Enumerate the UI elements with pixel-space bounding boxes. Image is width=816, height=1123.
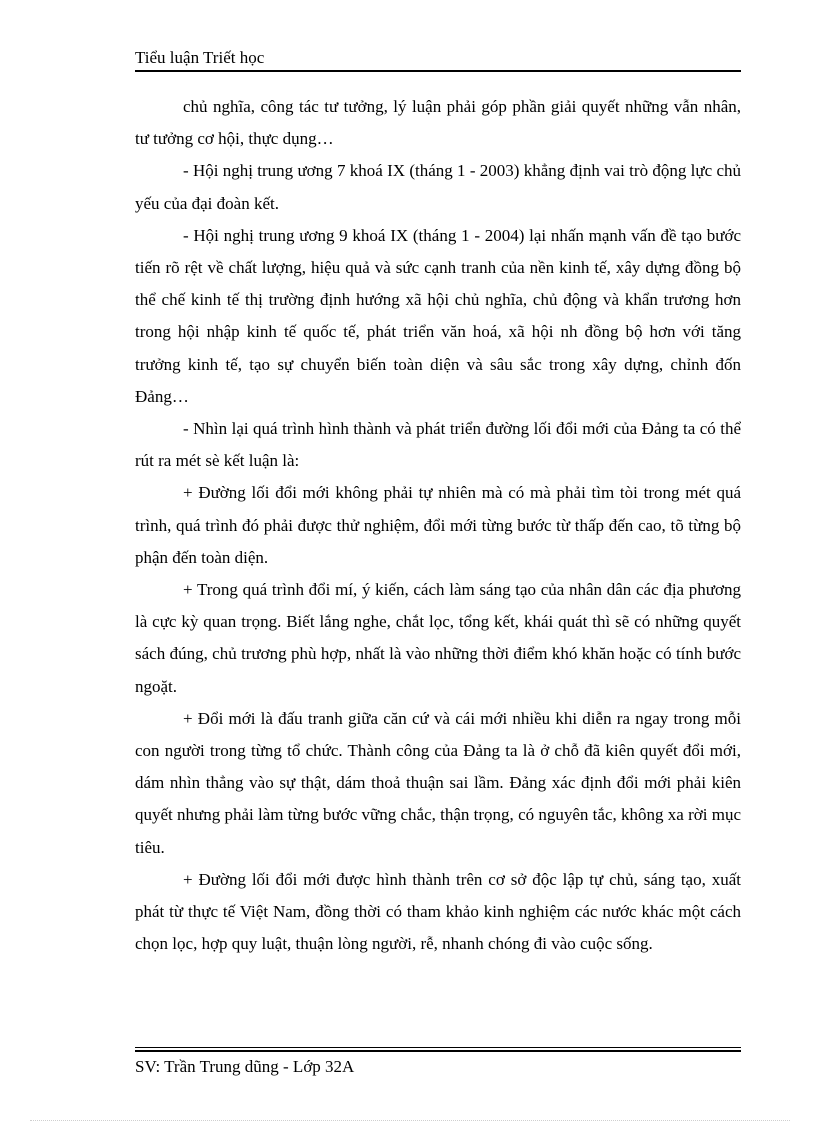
page-footer-text: SV: Trần Trung dũng - Lớp 32A [135,1057,355,1076]
body-text [135,91,741,960]
paragraph: + Đường lối đổi mới được hình thành trên cơ sở độc lập tự chủ, sáng tạo, xuất phát từ thực tế Việt Nam, đồng thời có tham khảo kinh nghiệm các nước khác một cách chọn lọc, hợp quy luật, thuận lòng người, rễ, nhanh chóng đi vào cuộc sống. [135,869,741,954]
footer-divider-thick [135,1050,741,1052]
paragraph: + Đổi mới là đấu tranh giữa căn cứ và cái mới nhiều khi diễn ra ngay trong mỗi con người trong từng tổ chức. Thành công của Đảng ta là ở chỗ đã kiên quyết đổi mới, dám nhìn thẳng vào sự thật, dám thoả thuận sai lầm. Đảng xác định đổi mới phải kiên quyết nhưng phải làm từng bước vững chắc, thận trọng, có nguyên tắc, không xa rời mục tiêu. [135,708,741,857]
paragraph: + Đường lối đổi mới không phải tự nhiên mà có mà phải tìm tòi trong mét quá trình, quá trình đó phải được thử nghiệm, đổi mới từng bước từ thấp đến cao, tõ từng bộ phận đến toàn diện. [135,483,741,567]
paragraph: - Hội nghị trung ương 7 khoá IX (tháng 1 - 2003) khẳng định vai trò động lực chủ yếu của đại đoàn kết. [135,161,741,213]
paragraph: - Nhìn lại quá trình hình thành và phát triển đường lối đổi mới của Đảng ta có thể rút ra mét sè kết luận là: [135,419,741,471]
page-header-title: Tiểu luận Triết học [135,48,265,67]
paragraph: - Hội nghị trung ương 9 khoá IX (tháng 1 - 2004) lại nhấn mạnh vấn đề tạo bước tiến rõ rệt về chất lượng, hiệu quả và sức cạnh tranh của nền kinh tế, xây dựng đồng bộ thể chế kinh tế thị trường định hướng xã hội chủ nghĩa, chủ động và khẩn trương hơn trong hội nhập kinh tế quốc tế, phát triển văn hoá, xã hội nh đồng bộ hơn với tăng trưởng kinh tế, tạo sự chuyển biến toàn diện và sâu sắc trong xây dựng, chỉnh đốn Đảng… [135,225,741,406]
footer-divider-thin [135,1047,741,1048]
page-bottom-edge [30,1120,790,1121]
paragraph: chủ nghĩa, công tác tư tưởng, lý luận phải góp phần giải quyết những vẫn nhân, tư tưởng cơ hội, thực dụng… [135,97,741,149]
paragraph: + Trong quá trình đổi mí, ý kiến, cách làm sáng tạo của nhân dân các địa phương là cực kỳ quan trọng. Biết lắng nghe, chắt lọc, tổng kết, khái quát thì sẽ có những quyết sách đúng, chủ trương phù hợp, nhất là vào những thời điểm khó khăn hoặc có tính bước ngoặt. [135,580,741,696]
header-divider [135,70,741,72]
